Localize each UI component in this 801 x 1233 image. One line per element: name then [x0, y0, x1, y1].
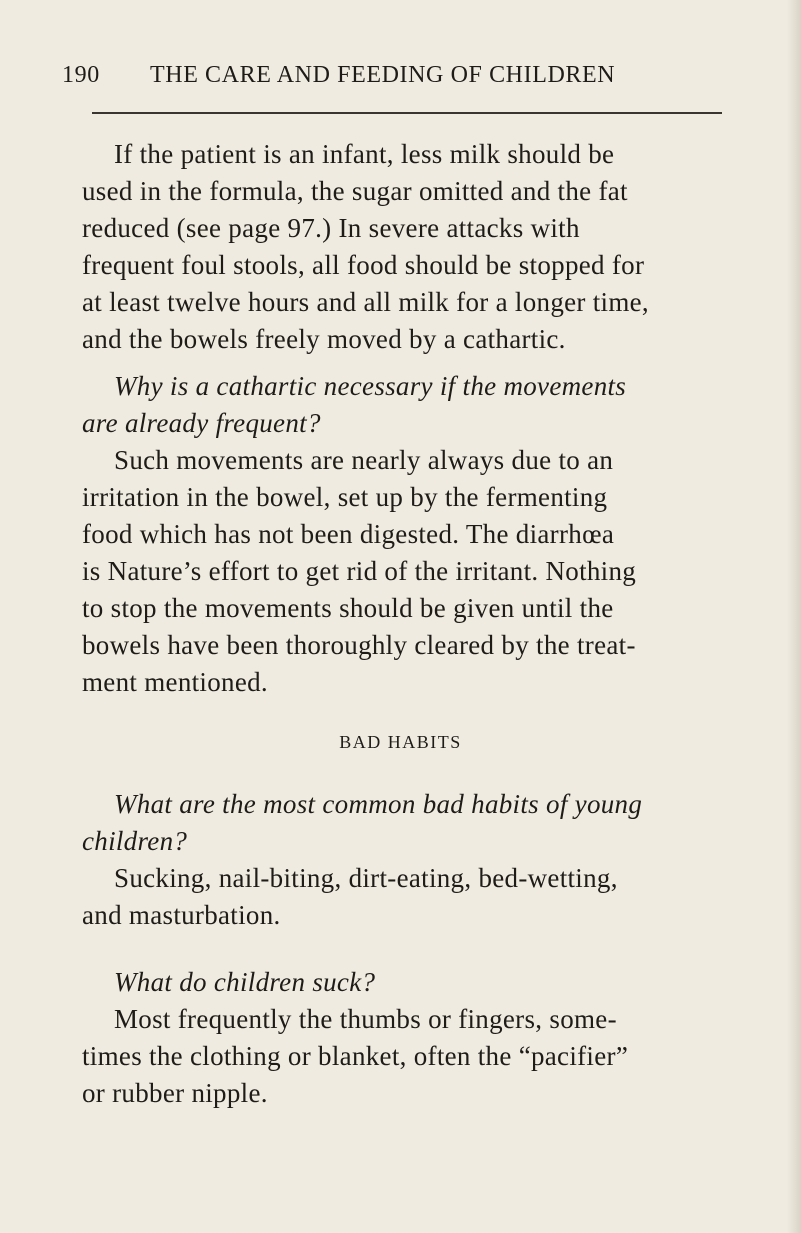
answer-line: irritation in the bowel, set up by the fermenting [82, 482, 608, 512]
answer-line: Sucking, nail-biting, dirt-eating, bed-wetting, [114, 863, 618, 893]
answer-line: Such movements are nearly always due to an [114, 445, 614, 475]
text-line: reduced (see page 97.) In severe attacks with [82, 213, 580, 243]
answer-line: food which has not been digested. The diarrhœa [82, 519, 615, 549]
answer-line: ment mentioned. [82, 667, 268, 697]
qa-cathartic [82, 368, 762, 701]
running-title: THE CARE AND FEEDING OF CHILDREN [150, 62, 616, 88]
answer-line: and masturbation. [82, 900, 281, 930]
page-edge-shadow [787, 0, 801, 1233]
question-line: children? [82, 826, 188, 856]
page-number: 190 [62, 62, 100, 88]
running-head [62, 60, 722, 90]
text-line: and the bowels freely moved by a cathartic. [82, 324, 566, 354]
answer-line: is Nature’s effort to get rid of the irritant. Nothing [82, 556, 637, 586]
text-line: used in the formula, the sugar omitted and the fat [82, 176, 628, 206]
answer-line: to stop the movements should be given until the [82, 593, 614, 623]
answer-line: Most frequently the thumbs or fingers, some- [114, 1004, 617, 1034]
qa-bad-habits [82, 786, 762, 934]
answer-line: bowels have been thoroughly cleared by the treat- [82, 630, 636, 660]
answer-line: or rubber nipple. [82, 1078, 268, 1108]
question-line: are already frequent? [82, 408, 321, 438]
question-line: Why is a cathartic necessary if the movements [114, 371, 627, 401]
header-rule [92, 112, 722, 114]
text-line: at least twelve hours and all milk for a longer time, [82, 287, 649, 317]
question-line: What do children suck? [114, 967, 376, 997]
section-heading: BAD HABITS [339, 732, 462, 752]
paragraph-infant-treatment [82, 136, 762, 358]
answer-line: times the clothing or blanket, often the “pacifier” [82, 1041, 629, 1071]
text-line: If the patient is an infant, less milk should be [114, 139, 615, 169]
question-line: What are the most common bad habits of young [114, 789, 643, 819]
text-line: frequent foul stools, all food should be stopped for [82, 250, 645, 280]
qa-sucking [82, 964, 762, 1112]
